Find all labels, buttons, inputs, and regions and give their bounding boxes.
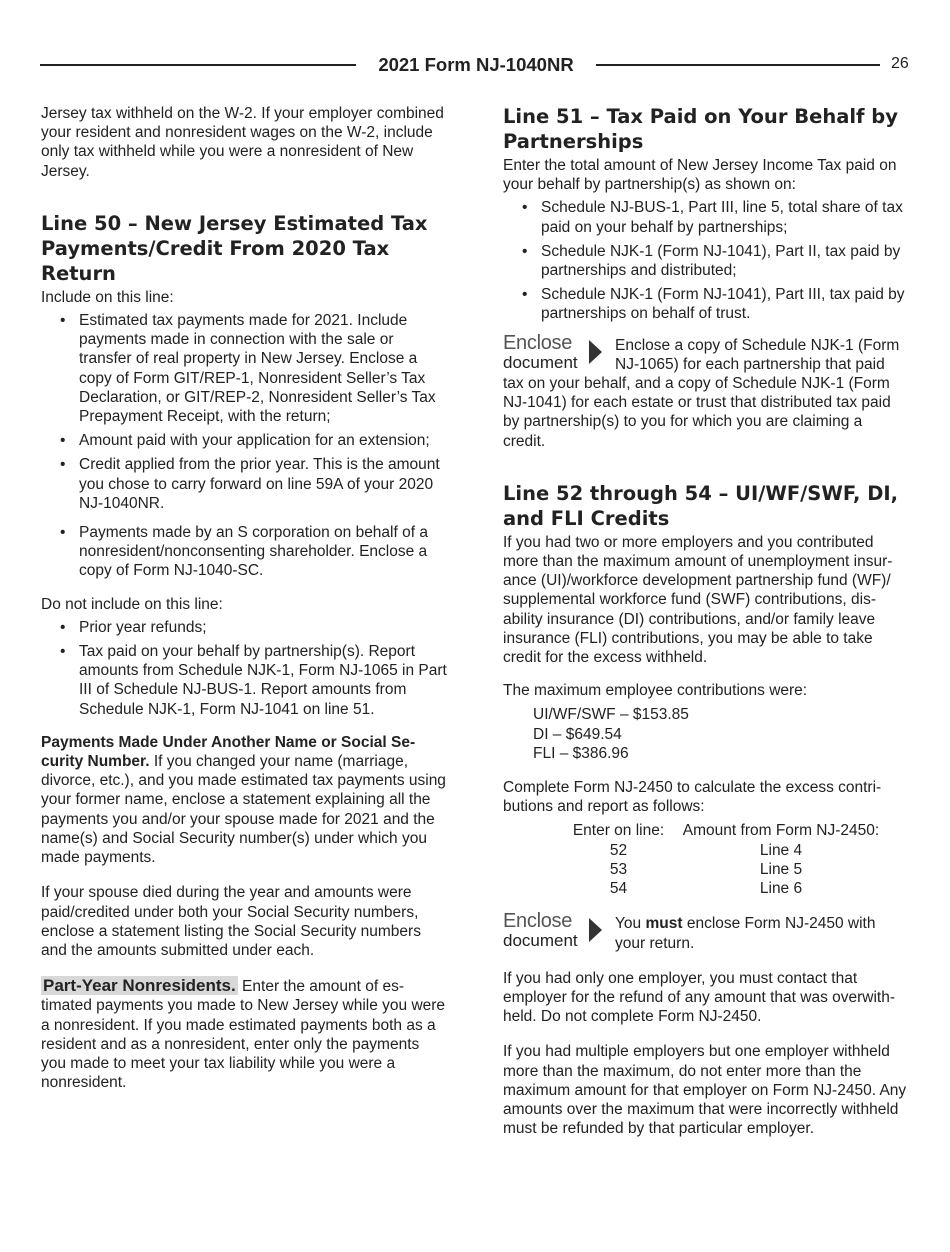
list-item: • Prior year refunds; <box>79 618 447 637</box>
page-number: 26 <box>891 55 909 72</box>
left-column <box>41 104 447 1092</box>
exclude-intro: Do not include on this line: <box>41 595 223 613</box>
table-header: Amount from Form NJ-2450: <box>682 822 880 840</box>
must-enclose-text <box>615 914 908 952</box>
line50-heading: Line 50 – New Jersey Estimated Tax Payments/Credit From 2020 Tax Return <box>41 211 428 285</box>
line52-intro: If you had two or more employers and you contributed more than the maximum amount of unemployment insurance (UI)/workforce development partnership fund (WF)/ supplemental workforce fund (SWF) contributions, disability insurance (DI) contributions, and/or family leave insurance (FLI) contributions, you may be able to take credit for the excess withheld. <box>503 533 893 667</box>
list-item: • Estimated tax payments made for 2021. Include payments made in connection with the sale or transfer of real property in New Jersey. Enclose a copy of Form GIT/REP-1, Nonresident Seller’s Tax Declaration, or GIT/REP-2, Nonresident Seller’s Tax Prepayment Receipt, with the return; <box>79 311 447 426</box>
part-year-text: Enter the amount of estimated payments you made to New Jersey while you were a nonresident. If you made estimated payments both as a resident and as a nonresident, enter only the payments you made to meet your tax liability while you were a nonresident. <box>41 978 446 1092</box>
one-employer-paragraph: If you had only one employer, you must contact that employer for the refund of any amount that was overwithheld. Do not complete Form NJ-2450. <box>503 969 896 1026</box>
right-column <box>503 104 908 1138</box>
table-cell: Line 6 <box>759 880 803 898</box>
line-mapping-table <box>561 821 886 898</box>
max-item: DI – $649.54 <box>533 725 622 743</box>
header-rule-right <box>596 64 880 66</box>
page-header <box>40 54 880 76</box>
part-year-paragraph <box>41 976 447 1092</box>
enclose-word: Enclose <box>503 910 573 933</box>
part-year-label: Part-Year Nonresidents. <box>43 976 236 996</box>
list-item: • Credit applied from the prior year. This is the amount you chose to carry forward on line 59A of your 2020 NJ-1040NR. <box>79 455 447 513</box>
max-item: FLI – $386.96 <box>533 744 629 762</box>
max-contributions <box>503 705 908 763</box>
include-list <box>41 311 447 581</box>
list-item: • Schedule NJ-BUS-1, Part III, line 5, total share of tax paid on your behalf by partnerships; <box>541 198 908 236</box>
table-row <box>561 841 886 860</box>
enclose-document-icon <box>503 331 603 372</box>
include-intro: Include on this line: <box>41 288 174 306</box>
enclose-word: Enclose <box>503 331 573 354</box>
multiple-employers-paragraph: If you had multiple employers but one employer withheld more than the maximum, do not enter more than the maximum amount for that employer on Form NJ-2450. Any amounts over the maximum that were incorrectly withheld must be refunded by that particular employer. <box>503 1043 907 1138</box>
form-title: 2021 Form NJ-1040NR <box>378 54 574 75</box>
header-rule-left <box>40 64 356 66</box>
list-item: • Amount paid with your application for an extension; <box>79 431 447 450</box>
spouse-died-paragraph: If your spouse died during the year and amounts were paid/credited under both your Social Security numbers, enclose a statement listing the Social Security numbers and the amounts submitted under each. <box>41 884 421 959</box>
table-cell: 52 <box>609 841 628 859</box>
document-word: document <box>503 931 578 951</box>
must-post: enclose Form NJ-2450 with your return. <box>615 915 876 952</box>
line51-intro: Enter the total amount of New Jersey Income Tax paid on your behalf by partnership(s) as shown on: <box>503 157 897 194</box>
line52-heading: Line 52 through 54 – UI/WF/SWF, DI, and FLI Credits <box>503 481 899 530</box>
must-pre: You <box>615 915 646 933</box>
table-row <box>561 860 886 879</box>
table-cell: Line 5 <box>759 860 803 878</box>
other-name-text: If you changed your name (marriage, divorce, etc.), and you made estimated tax payments using your former name, enclose a statement explaining all the payments you and/or your spouse made for 2021 and the name(s) and Social Security number(s) under which you made payments. <box>41 753 446 867</box>
arrow-icon <box>589 918 602 942</box>
list-item: • Schedule NJK-1 (Form NJ-1041), Part III, tax paid by partnerships on behalf of trust. <box>541 285 908 323</box>
must-bold: must <box>645 915 683 933</box>
table-cell: 53 <box>609 860 628 878</box>
max-intro: The maximum employee contributions were: <box>503 682 808 700</box>
table-row <box>561 879 886 898</box>
arrow-icon <box>589 340 602 364</box>
intro-paragraph: Jersey tax withheld on the W-2. If your employer combined your resident and nonresident wages on the W-2, include only tax withheld while you were a nonresident of New Jersey. <box>41 105 444 180</box>
line51-list <box>503 198 908 323</box>
enclose-document-icon <box>503 910 603 951</box>
list-item: • Tax paid on your behalf by partnership(s). Report amounts from Schedule NJK-1, Form NJ-1065 in Part III of Schedule NJ-BUS-1. Report amounts from Schedule NJK-1, Form NJ-1041 on line 51. <box>79 642 447 719</box>
line51-enclose-text: Enclose a copy of Schedule NJK-1 (Form NJ-1065) for each partnership that paid tax on your behalf, and a copy of Schedule NJK-1 (Form NJ-1041) for each estate or trust that distributed tax paid by partnership(s) to you for which you are claiming a credit. <box>503 336 900 450</box>
table-cell: Line 4 <box>759 841 803 859</box>
complete-paragraph: Complete Form NJ-2450 to calculate the excess contributions and report as follows: <box>503 779 882 816</box>
list-item: • Payments made by an S corporation on behalf of a nonresident/nonconsenting shareholder. Enclose a copy of Form NJ-1040-SC. <box>79 523 447 581</box>
other-name-paragraph <box>41 733 447 867</box>
max-item: UI/WF/SWF – $153.85 <box>533 706 689 724</box>
table-header-row <box>561 821 886 840</box>
line51-heading: Line 51 – Tax Paid on Your Behalf by Partnerships <box>503 105 898 153</box>
other-name-heading: Payments Made Under Another Name or Social Security Number. <box>41 733 416 771</box>
document-word: document <box>503 352 578 372</box>
table-cell: 54 <box>609 880 628 898</box>
list-item: • Schedule NJK-1 (Form NJ-1041), Part II, tax paid by partnerships and distributed; <box>541 242 908 280</box>
table-header: Enter on line: <box>572 822 665 840</box>
exclude-list <box>41 618 447 719</box>
line51-enclose-block <box>503 331 908 451</box>
nj2450-enclose-block <box>503 910 908 952</box>
